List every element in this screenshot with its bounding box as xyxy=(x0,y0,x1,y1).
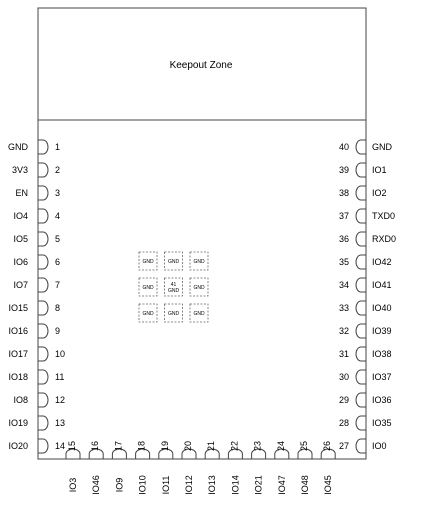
ground-pad-label: GND xyxy=(142,285,154,291)
right-pad-28 xyxy=(356,416,366,430)
bottom-pin-name-25: IO48 xyxy=(300,475,310,495)
module-outline xyxy=(38,8,366,459)
right-pin-name-38: IO2 xyxy=(372,188,387,198)
left-pad-4 xyxy=(38,209,48,223)
left-pad-14 xyxy=(38,439,48,453)
right-pin-name-34: IO41 xyxy=(372,280,392,290)
right-pad-29 xyxy=(356,393,366,407)
right-pad-31 xyxy=(356,347,366,361)
left-pin-number-6: 6 xyxy=(55,257,61,267)
left-pin-name-3: EN xyxy=(15,188,28,198)
ground-pad-label: GND xyxy=(142,311,154,317)
ground-pad-label: GND xyxy=(193,285,205,291)
left-pin-number-5: 5 xyxy=(55,234,61,244)
right-pin-number-30: 30 xyxy=(338,372,349,382)
right-pin-name-40: GND xyxy=(372,142,392,152)
left-pad-12 xyxy=(38,393,48,407)
ground-pad-label: GND xyxy=(167,259,180,265)
right-pin-name-36: RXD0 xyxy=(372,234,397,244)
bottom-pin-number-21: 21 xyxy=(206,440,217,451)
bottom-pin-number-20: 20 xyxy=(183,440,193,451)
right-pad-27 xyxy=(356,439,366,453)
left-pin-number-8: 8 xyxy=(55,303,61,313)
left-pin-number-4: 4 xyxy=(55,211,61,221)
ground-pad-label: 41 xyxy=(170,282,177,288)
right-pin-number-37: 37 xyxy=(338,211,349,221)
bottom-pin-number-17: 17 xyxy=(113,440,124,451)
left-pin-number-2: 2 xyxy=(55,165,61,175)
bottom-pin-name-24: IO47 xyxy=(276,475,287,495)
right-pad-38 xyxy=(356,186,366,200)
bottom-pin-name-17: IO9 xyxy=(114,477,125,493)
bottom-pin-name-26: IO45 xyxy=(323,475,334,495)
left-pin-name-1: GND xyxy=(8,142,28,152)
left-pin-name-13: IO19 xyxy=(8,418,28,428)
right-pin-number-39: 39 xyxy=(338,165,349,175)
left-pad-10 xyxy=(38,347,48,361)
right-pin-number-33: 33 xyxy=(338,303,349,313)
right-pin-name-31: IO38 xyxy=(372,349,392,359)
right-pin-number-35: 35 xyxy=(338,257,349,267)
right-pin-number-29: 29 xyxy=(338,395,349,405)
right-pad-36 xyxy=(356,232,366,246)
bottom-pin-name-21: IO13 xyxy=(207,475,218,495)
bottom-pin-number-23: 23 xyxy=(252,440,263,451)
right-pin-name-39: IO1 xyxy=(372,165,387,175)
bottom-pin-name-15: IO3 xyxy=(68,477,78,493)
left-pin-name-6: IO6 xyxy=(13,257,28,267)
left-pin-number-7: 7 xyxy=(55,280,61,290)
left-pin-name-10: IO17 xyxy=(8,349,28,359)
left-pin-name-12: IO8 xyxy=(13,395,28,405)
right-pad-33 xyxy=(356,301,366,315)
right-pad-35 xyxy=(356,255,366,269)
right-pad-34 xyxy=(356,278,366,292)
right-pin-name-37: TXD0 xyxy=(372,211,396,221)
left-pin-group xyxy=(8,140,65,453)
bottom-pin-number-18: 18 xyxy=(136,440,147,451)
bottom-pin-number-26: 26 xyxy=(322,440,333,451)
bottom-pin-name-16: IO46 xyxy=(91,475,102,495)
ground-pad-label: GND xyxy=(193,311,205,317)
right-pad-30 xyxy=(356,370,366,384)
bottom-pin-name-19: IO11 xyxy=(160,475,171,495)
left-pad-6 xyxy=(38,255,48,269)
left-pin-number-11: 11 xyxy=(55,372,65,382)
left-pad-3 xyxy=(38,186,48,200)
right-pin-number-32: 32 xyxy=(338,326,349,336)
left-pin-number-14: 14 xyxy=(55,441,66,451)
right-pin-number-36: 36 xyxy=(338,234,349,244)
left-pin-name-11: IO18 xyxy=(8,372,28,382)
left-pin-name-14: IO20 xyxy=(8,441,28,451)
bottom-pin-name-22: IO14 xyxy=(230,475,241,495)
bottom-pin-number-16: 16 xyxy=(90,440,101,451)
right-pin-name-33: IO40 xyxy=(372,303,392,313)
right-pin-number-27: 27 xyxy=(338,441,349,451)
right-pad-32 xyxy=(356,324,366,338)
right-pin-name-30: IO37 xyxy=(372,372,392,382)
left-pin-number-10: 10 xyxy=(55,349,66,359)
bottom-pin-name-20: IO12 xyxy=(184,475,194,495)
left-pad-1 xyxy=(38,140,48,154)
left-pin-name-7: IO7 xyxy=(13,280,28,290)
left-pin-name-5: IO5 xyxy=(13,234,28,244)
left-pad-2 xyxy=(38,163,48,177)
bottom-pin-number-15: 15 xyxy=(67,440,77,451)
left-pin-name-2: 3V3 xyxy=(11,165,28,175)
ground-pad-label: GND xyxy=(167,288,180,294)
left-pin-number-1: 1 xyxy=(55,142,61,152)
bottom-pin-name-18: IO10 xyxy=(137,475,148,495)
left-pin-number-13: 13 xyxy=(55,418,66,428)
right-pin-number-28: 28 xyxy=(338,418,349,428)
right-pin-number-38: 38 xyxy=(338,188,349,198)
left-pad-7 xyxy=(38,278,48,292)
ground-pad-label: GND xyxy=(193,259,205,265)
ground-pad-label: GND xyxy=(142,259,154,265)
right-pin-number-31: 31 xyxy=(338,349,349,359)
left-pin-name-8: IO15 xyxy=(8,303,28,313)
bottom-pin-number-25: 25 xyxy=(299,440,309,451)
right-pin-name-32: IO39 xyxy=(372,326,392,336)
right-pin-name-35: IO42 xyxy=(372,257,392,267)
left-pin-number-12: 12 xyxy=(55,395,66,405)
left-pin-number-9: 9 xyxy=(55,326,61,336)
ground-pad-label: GND xyxy=(167,311,180,317)
bottom-pin-number-22: 22 xyxy=(229,440,240,451)
bottom-pin-name-23: IO21 xyxy=(253,475,264,495)
left-pin-name-9: IO16 xyxy=(8,326,28,336)
left-pad-5 xyxy=(38,232,48,246)
right-pin-name-28: IO35 xyxy=(372,418,392,428)
right-pin-group xyxy=(339,140,396,453)
center-pad-group xyxy=(139,252,208,322)
right-pin-name-29: IO36 xyxy=(372,395,392,405)
left-pad-13 xyxy=(38,416,48,430)
left-pad-11 xyxy=(38,370,48,384)
left-pin-number-3: 3 xyxy=(55,188,61,198)
right-pin-number-34: 34 xyxy=(338,280,349,290)
right-pad-40 xyxy=(356,140,366,154)
left-pad-9 xyxy=(38,324,48,338)
bottom-pin-number-24: 24 xyxy=(275,440,286,451)
right-pad-37 xyxy=(356,209,366,223)
right-pin-number-40: 40 xyxy=(338,142,349,152)
left-pin-name-4: IO4 xyxy=(13,211,28,221)
left-pad-8 xyxy=(38,301,48,315)
right-pad-39 xyxy=(356,163,366,177)
bottom-pin-number-19: 19 xyxy=(159,440,170,451)
keepout-zone-label: Keepout Zone xyxy=(169,60,233,71)
bottom-pin-group xyxy=(66,441,335,495)
right-pin-name-27: IO0 xyxy=(372,441,387,451)
